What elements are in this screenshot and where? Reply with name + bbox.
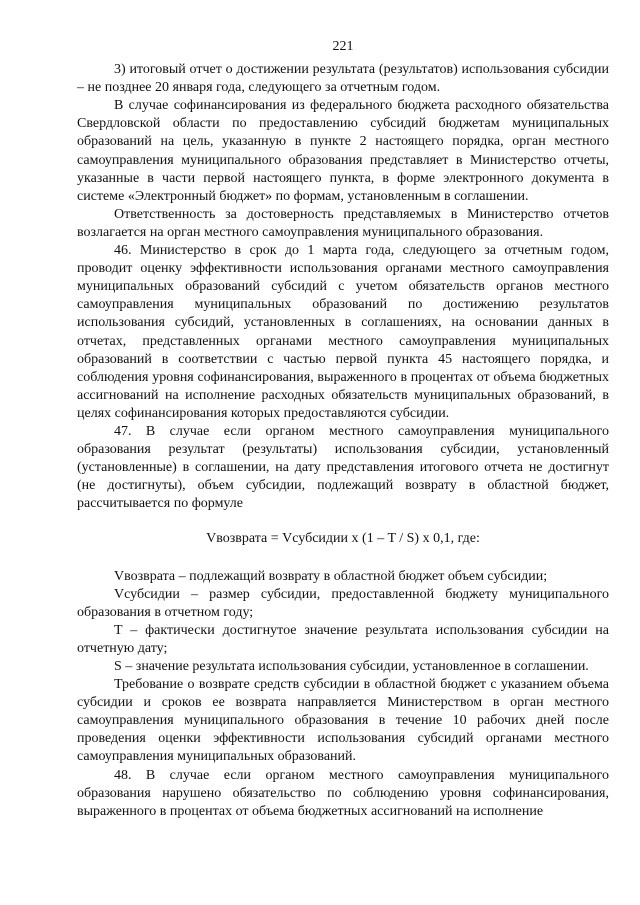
definition-s: S – значение результата использования субсидии, установленное в соглашении.	[114, 659, 589, 674]
paragraph-item-47: 47. В случае если органом местного самоуправления муниципального образования результат (результаты) использования субсидии, установленный (установленные) в соглашении, на дату представления итогового отчета не достигнут (не достигнуты), объем субсидии, подлежащий возврату в областной бюджет, рассчитывается по формуле	[77, 423, 609, 512]
definition-v-return: Vвозврата – подлежащий возврату в областной бюджет объем субсидии;	[114, 568, 548, 584]
page-number: 221	[332, 39, 354, 54]
definition-t: T – фактически достигнутое значение результата использования субсидии на отчетную дату;	[77, 622, 609, 656]
paragraph-final-report: 3) итоговый отчет о достижении результата (результатов) использования субсидии – не позднее 20 января года, следующего за отчетным годом.	[77, 62, 609, 96]
paragraph-responsibility: Ответственность за достоверность представляемых в Министерство отчетов возлагается на орган местного самоуправления муниципального образования.	[77, 206, 609, 240]
paragraph-item-46: 46. Министерство в срок до 1 марта года, следующего за отчетным годом, проводит оценку эффективности использования органами местного самоуправления муниципальных образований субсидий с учетом обязательств органов местного самоуправления муниципальных образований по достижению результатов использования субсидий, установленных в соглашениях, на основании данных в отчетах, представленных органами местного самоуправления муниципальных образований в соответствии с частью первой пункта 45 настоящего порядка, и соблюдения уровня софинансирования, выраженного в процентах от объема бюджетных ассигнований на исполнение расходных обязательств муниципальных образований, в целях софинансирования которых предоставляются субсидии.	[77, 243, 609, 421]
definition-v-subsidy: Vсубсидии – размер субсидии, предоставленной бюджету муниципального образования в отчетном году;	[77, 586, 609, 620]
formula: Vвозврата = Vсубсидии x (1 – T / S) x 0,1, где:	[206, 531, 480, 547]
document-page	[77, 38, 609, 821]
paragraph-cofinancing: В случае софинансирования из федерального бюджета расходного обязательства Свердловской области по предоставлению субсидий бюджетам муниципальных образований на цель, указанную в пункте 2 настоящего порядка, орган местного самоуправления муниципального образования представляет в Министерство отчеты, указанные в части первой настоящего пункта, в форме электронного документа в системе «Электронный бюджет» по формам, установленным в соглашении.	[77, 98, 609, 204]
paragraph-item-48: 48. В случае если органом местного самоуправления муниципального образования нарушено обязательство по соблюдению уровня софинансирования, выраженного в процентах от объема бюджетных ассигнований на исполнение	[77, 767, 609, 819]
paragraph-return-requirement: Требование о возврате средств субсидии в областной бюджет с указанием объема субсидии и сроков ее возврата направляется Министерством в орган местного самоуправления муниципального образования в течение 10 рабочих дней после проведения оценки эффективности использования субсидий органами местного самоуправления муниципальных образований.	[77, 677, 609, 765]
